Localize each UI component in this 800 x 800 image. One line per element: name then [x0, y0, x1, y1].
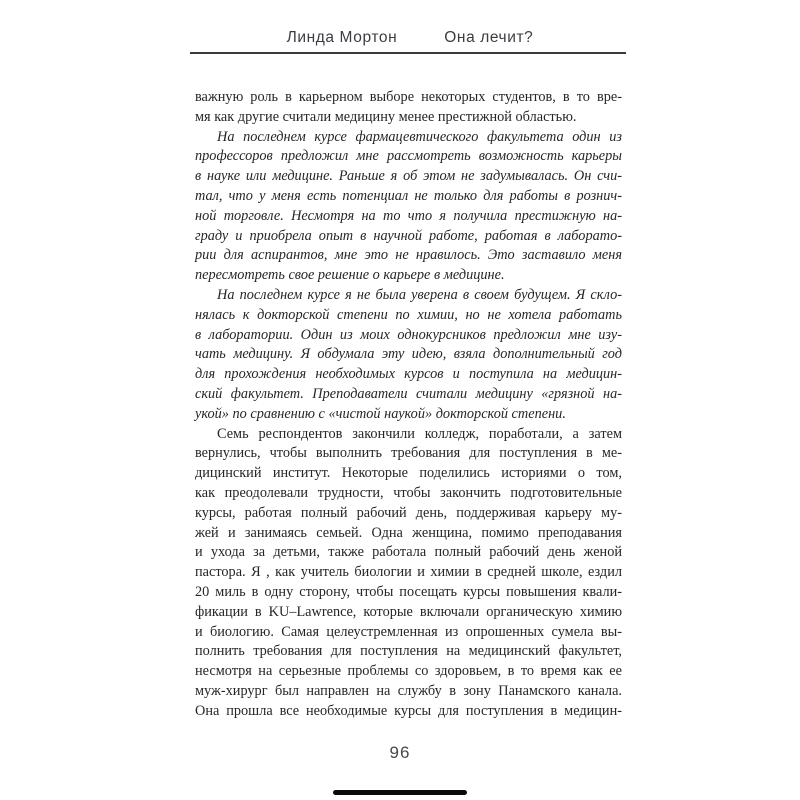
text-line: нялась к докторской степени по химии, но не хотела работать	[195, 306, 622, 323]
text-line: На последнем курсе фармацевтического факультета один из	[217, 128, 622, 145]
text-line: граду и приобрела опыт в научной работе, работая в лаборато-	[195, 227, 622, 244]
text-line: укой» по сравнению с «чистой наукой» докторской степени.	[195, 405, 566, 422]
header-rule	[190, 52, 626, 54]
text-line: ский факультет. Преподаватели считали медицину «грязной на-	[195, 385, 622, 402]
text-line: несмотря на серьезные проблемы со здоровьем, в то время как ее	[195, 663, 622, 680]
text-line: для прохождения необходимых курсов и поступила на медицин-	[195, 366, 622, 383]
text-line: Семь респондентов закончили колледж, поработали, а затем	[217, 425, 622, 442]
text-line: пересмотреть свое решение о карьере в медицине.	[195, 267, 505, 284]
header-author: Линда Мортон	[286, 29, 398, 46]
text-line: фикации в KU–Lawrence, которые включали органическую химию	[195, 603, 622, 620]
text-line: пастора. Я , как учитель биологии и химии в средней школе, ездил	[195, 564, 622, 581]
text-line: чать медицину. Я обдумала эту идею, взяла дополнительный год	[195, 346, 622, 363]
text-line: рии для аспирантов, мне это не нравилось. Это заставило меня	[195, 247, 622, 264]
running-header	[195, 29, 625, 47]
home-indicator-bar	[333, 790, 467, 795]
text-line: На последнем курсе я не была уверена в своем будущем. Я скло-	[217, 286, 622, 303]
page-number: 96	[389, 743, 411, 762]
text-line: полнить требования для поступления на медицинский факультет,	[195, 643, 622, 660]
text-line: муж-хирург был направлен на службу в зону Панамского канала.	[195, 682, 622, 699]
text-line: и биологию. Самая целеустремленная из опрошенных сумела вы-	[195, 623, 622, 640]
body-text	[195, 88, 622, 722]
text-line: Она прошла все необходимые курсы для поступления в медицин-	[195, 702, 622, 719]
text-line: мя как другие считали медицину менее престижной областью.	[195, 108, 577, 125]
text-line: в лаборатории. Один из моих однокурсников предложил мне изу-	[195, 326, 622, 343]
header-book-title: Она лечит?	[444, 29, 534, 46]
text-line: дицинский институт. Некоторые поделились историями о том,	[195, 465, 622, 482]
text-line: профессоров предложил мне рассмотреть возможность карьеры	[195, 148, 622, 165]
text-line: как преодолевали трудности, чтобы закончить подготовительные	[195, 484, 622, 501]
text-line: жей и занимаясь семьей. Одна женщина, помимо преподавания	[195, 524, 622, 541]
text-line: курсы, работая полный рабочий день, поддерживая карьеру му-	[195, 504, 622, 521]
text-line: важную роль в карьерном выборе некоторых студентов, в то вре-	[195, 89, 622, 105]
text-line: 20 миль в одну сторону, чтобы посещать курсы повышения квали-	[195, 583, 622, 600]
text-line: в науке или медицине. Раньше я об этом не задумывалась. Он счи-	[195, 168, 622, 185]
text-line: и ухода за детьми, также работала полный рабочий день женой	[195, 544, 622, 561]
text-line: ной торговле. Несмотря на то что я получила престижную на-	[195, 207, 622, 224]
text-line: вернулись, чтобы выполнить требования для поступления в ме-	[195, 445, 622, 462]
text-line: тал, что у меня есть потенциал не только для работы в рознич-	[195, 187, 622, 204]
